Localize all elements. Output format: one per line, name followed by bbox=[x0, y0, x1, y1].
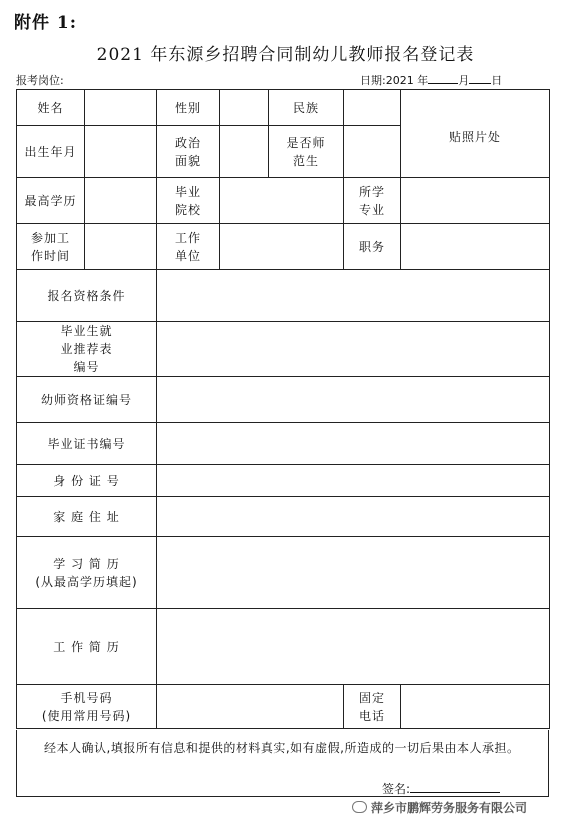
date-row bbox=[360, 72, 502, 88]
school-label: 毕业院校 bbox=[157, 178, 220, 224]
name-field[interactable] bbox=[85, 90, 157, 126]
education-field[interactable] bbox=[85, 178, 157, 224]
declaration-text: 经本人确认,填报所有信息和提供的材料真实,如有虚假,所造成的一切后果由本人承担。 bbox=[44, 741, 520, 755]
signature-label: 签名: bbox=[382, 782, 411, 796]
normal-grad-field[interactable] bbox=[344, 126, 401, 178]
study-history-label: 学 习 简 历 bbox=[53, 556, 120, 571]
ethnicity-field[interactable] bbox=[344, 90, 401, 126]
address-label: 家 庭 住 址 bbox=[17, 497, 157, 537]
study-history-cell bbox=[17, 537, 157, 609]
qualification-label: 报名资格条件 bbox=[17, 270, 157, 322]
diploma-no-label: 毕业证书编号 bbox=[17, 423, 157, 465]
birth-field[interactable] bbox=[85, 126, 157, 178]
frame-right-border bbox=[548, 730, 549, 796]
mobile-note: (使用常用号码) bbox=[41, 708, 132, 723]
recommend-no-field[interactable] bbox=[157, 322, 550, 377]
mobile-field[interactable] bbox=[157, 685, 344, 729]
ethnicity-label: 民族 bbox=[269, 90, 344, 126]
school-field[interactable] bbox=[220, 178, 344, 224]
political-label: 政治面貌 bbox=[157, 126, 220, 178]
study-history-note: (从最高学历填起) bbox=[35, 574, 138, 589]
gender-label: 性别 bbox=[157, 90, 220, 126]
normal-grad-label: 是否师范生 bbox=[269, 126, 344, 178]
day-label: 日 bbox=[491, 74, 503, 87]
teacher-cert-label: 幼师资格证编号 bbox=[17, 377, 157, 423]
diploma-no-field[interactable] bbox=[157, 423, 550, 465]
signature-row bbox=[382, 780, 500, 797]
day-field[interactable] bbox=[469, 73, 491, 84]
work-start-field[interactable] bbox=[85, 224, 157, 270]
mobile-label: 手机号码 bbox=[60, 690, 113, 705]
month-label: 月 bbox=[458, 74, 470, 87]
date-label: 日期:2021 年 bbox=[360, 74, 429, 87]
address-field[interactable] bbox=[157, 497, 550, 537]
education-label: 最高学历 bbox=[17, 178, 85, 224]
work-history-field[interactable] bbox=[157, 609, 550, 685]
study-history-field[interactable] bbox=[157, 537, 550, 609]
photo-area[interactable] bbox=[401, 90, 550, 178]
qualification-field[interactable] bbox=[157, 270, 550, 322]
registration-table bbox=[16, 89, 550, 729]
form-title: 2021 年东源乡招聘合同制幼儿教师报名登记表 bbox=[96, 45, 475, 65]
mobile-cell bbox=[17, 685, 157, 729]
id-no-label: 身 份 证 号 bbox=[17, 465, 157, 497]
attachment-label: 附件 1: bbox=[14, 13, 78, 33]
frame-left-border bbox=[16, 730, 17, 796]
birth-label: 出生年月 bbox=[17, 126, 85, 178]
watermark bbox=[352, 799, 527, 816]
watermark-text: 萍乡市鹏辉劳务服务有限公司 bbox=[371, 801, 528, 815]
landline-field[interactable] bbox=[401, 685, 550, 729]
position-label: 职务 bbox=[344, 224, 401, 270]
photo-label: 贴照片处 bbox=[448, 130, 501, 144]
political-field[interactable] bbox=[220, 126, 269, 178]
gender-field[interactable] bbox=[220, 90, 269, 126]
major-field[interactable] bbox=[401, 178, 550, 224]
id-no-field[interactable] bbox=[157, 465, 550, 497]
employer-field[interactable] bbox=[220, 224, 344, 270]
wechat-icon bbox=[352, 801, 367, 813]
month-field[interactable] bbox=[428, 73, 458, 84]
post-label: 报考岗位: bbox=[16, 74, 64, 87]
teacher-cert-field[interactable] bbox=[157, 377, 550, 423]
recommend-no-label: 毕业生就业推荐表编号 bbox=[17, 322, 157, 377]
landline-label: 固定电话 bbox=[344, 685, 401, 729]
work-history-label: 工 作 简 历 bbox=[17, 609, 157, 685]
major-label: 所学专业 bbox=[344, 178, 401, 224]
work-start-label: 参加工作时间 bbox=[17, 224, 85, 270]
employer-label: 工作单位 bbox=[157, 224, 220, 270]
name-label: 姓名 bbox=[17, 90, 85, 126]
position-field[interactable] bbox=[401, 224, 550, 270]
signature-field[interactable] bbox=[410, 780, 500, 793]
